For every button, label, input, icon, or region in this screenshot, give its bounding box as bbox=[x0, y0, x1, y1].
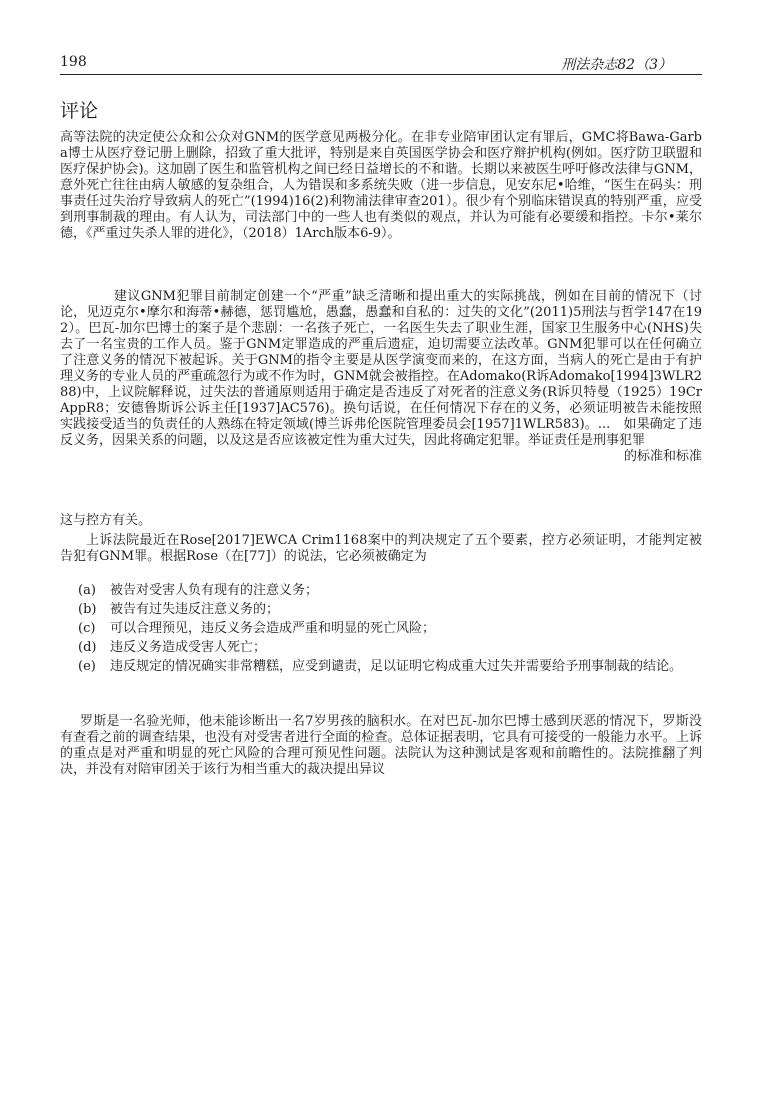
elements-list bbox=[78, 583, 702, 678]
paragraph-rose-case: 罗斯是一名验光师，他未能诊断出一名7岁男孩的脑积水。在对巴瓦-加尔巴博士感到厌恶的情况下，罗斯没有查看之前的调查结果，也没有对受害者进行全面的检查。总体证据表明，它具有可接受的一般能力水平。上诉的重点是对严重和明显的死亡风险的合理可预见性问题。法院认为这种测试是客观和前瞻性的。法院推翻了判决，并没有对陪审团关于该行为相当重大的裁决提出异议 bbox=[60, 714, 702, 777]
paragraph-continuation: 这与控方有关。 bbox=[60, 513, 152, 528]
list-item-text: 违反义务造成受害人死亡； bbox=[110, 640, 267, 655]
list-item-text: 违反规定的情况确实非常糟糕，应受到谴责，足以证明它构成重大过失并需要给予刑事制裁的结论。 bbox=[110, 659, 683, 674]
list-item-text: 被告有过失违反注意义务的； bbox=[110, 602, 280, 617]
paragraph-rose-elements: 上诉法院最近在Rose[2017]EWCA Crim1168案中的判决规定了五个要素，控方必须证明，才能判定被告犯有GNM罪。根据Rose（在[77]）的说法，它必须被确定为 bbox=[60, 533, 702, 564]
list-item bbox=[78, 621, 702, 637]
block-quote-end: 的标准和标准 bbox=[623, 449, 702, 464]
paragraph-intro: 高等法院的决定使公众和公众对GNM的医学意见两极分化。在非专业陪审团认定有罪后，GMC将Bawa-Garba博士从医疗登记册上删除，招致了重大批评，特别是来自英国医学协会和医疗辩护机构(例如。医疗防卫联盟和医疗保护协会)。这加剧了医生和监管机构之间已经日益增长的不和谐。长期以来被医生呼吁修改法律与GNM，意外死亡往往由病人敏感的复杂组合，人为错误和多系统失败（进一步信息，见安东尼•哈维，“医生在码头：刑事责任过失治疗导致病人的死亡”(1994)16(2)利物浦法律审查201）。很少有个别临床错误真的特别严重，应受到刑事制裁的理由。有人认为，司法部门中的一些人也有类似的观点，并认为可能有必要缓和指控。卡尔•莱尔德，《严重过失杀人罪的进化》，（2018）1Arch版本6-9）。 bbox=[60, 130, 702, 241]
list-item bbox=[78, 659, 702, 675]
list-item bbox=[78, 640, 702, 656]
page-number: 198 bbox=[60, 54, 87, 70]
list-item-label: (a) bbox=[78, 583, 96, 598]
list-item bbox=[78, 583, 702, 599]
list-item bbox=[78, 602, 702, 618]
block-quote bbox=[60, 289, 702, 465]
page-header bbox=[60, 54, 702, 75]
list-item-text: 被告对受害人负有现有的注意义务； bbox=[110, 583, 319, 598]
block-quote-text: 建议GNM犯罪目前制定创建一个“严重”缺乏清晰和提出重大的实际挑战，例如在目前的情况下（讨论，见迈克尔•摩尔和海蒂•赫德，惩罚尴尬，愚蠢，愚蠢和自私的：过失的文化”(2011)5刑法与哲学147在192）。巴瓦-加尔巴博士的案子是个悲剧：一名孩子死亡，一名医生失去了职业生涯，国家卫生服务中心(NHS)失去了一名宝贵的工作人员。鉴于GNM定罪造成的严重后遗症，迫切需要立法改革。GNM犯罪可以在任何确立了注意义务的情况下被起诉。关于GNM的指令主要是从医学演变而来的，在这方面，当病人的死亡是由于有护理义务的专业人员的严重疏忽行为或不作为时，GNM就会被指控。在Adomako(R诉Adomako[1994]3WLR288)中，上议院解释说，过失法的普通原则适用于确定是否违反了对死者的注意义务(R诉贝特曼（1925）19CrAppR8；安德鲁斯诉公诉主任[1937]AC576)。换句话说，在任何情况下存在的义务，必须证明被告未能按照实践接受适当的负责任的人熟练在特定领域(博兰诉弗伦医院管理委员会[1957]1WLR583)。... 如果确定了违反义务，因果关系的问题，以及这是否应该被定性为重大过失，因此将确定犯罪。举证责任是刑事犯罪 bbox=[60, 289, 702, 448]
list-item-text: 可以合理预见，违反义务会造成严重和明显的死亡风险； bbox=[110, 621, 436, 636]
list-item-label: (c) bbox=[78, 621, 96, 636]
list-item-label: (b) bbox=[78, 602, 97, 617]
journal-title: 刑法杂志82（3） bbox=[561, 57, 672, 73]
list-item-label: (e) bbox=[78, 659, 96, 674]
list-item-label: (d) bbox=[78, 640, 97, 655]
section-heading: 评论 bbox=[60, 100, 99, 122]
